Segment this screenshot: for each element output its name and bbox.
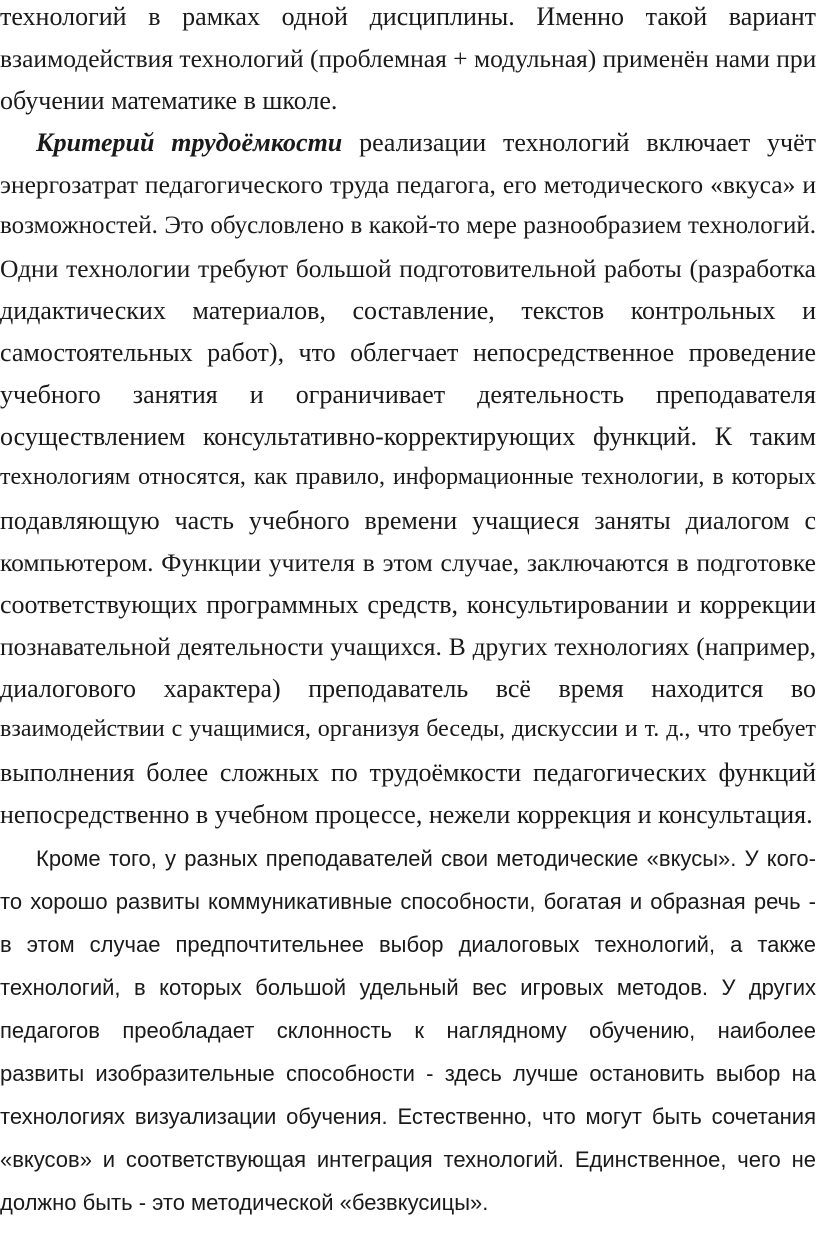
text-line: развиты изобразительные способности - здесь лучше остановить выбор на <box>0 1061 816 1086</box>
text-line: возможностей. Это обусловлено в какой-то мере разнообразием технологий. <box>0 212 816 239</box>
text-line: технологиям относятся, как правило, информационные технологии, в которых <box>0 464 816 490</box>
text-line: подавляющую часть учебного времени учащиеся заняты диалогом с <box>0 506 816 535</box>
text-line: технологий в рамках одной дисциплины. Именно такой вариант <box>0 2 816 31</box>
text-line: должно быть - это методической «безвкусицы». <box>0 1190 489 1215</box>
text-line: энергозатрат педагогического труда педагога, его методического «вкуса» и <box>0 170 816 199</box>
text-line: в этом случае предпочтительнее выбор диалоговых технологий, а также <box>0 932 816 957</box>
criterion-term: Критерий трудоёмкости <box>36 128 343 157</box>
text-line: технологий, в которых большой удельный вес игровых методов. У других <box>0 975 816 1000</box>
text-line: самостоятельных работ), что облегчает непосредственное проведение <box>0 338 816 367</box>
text-line: «вкусов» и соответствующая интеграция технологий. Единственное, чего не <box>0 1147 816 1172</box>
text-line: Одни технологии требуют большой подготовительной работы (разработка <box>0 254 816 283</box>
text-line: взаимодействия технологий (проблемная + модульная) применён нами при <box>0 44 816 73</box>
text-line <box>0 128 816 158</box>
text-line: диалогового характера) преподаватель всё время находится во <box>0 674 816 703</box>
text-line: выполнения более сложных по трудоёмкости педагогических функций <box>0 758 816 787</box>
text-line: осуществлением консультативно-корректирующих функций. К таким <box>0 422 816 451</box>
text-line: учебного занятия и ограничивает деятельность преподавателя <box>0 380 816 409</box>
text-line: непосредственно в учебном процессе, нежели коррекция и консультация. <box>0 800 813 829</box>
criterion-line-rest: реализации технологий включает учёт <box>359 128 816 157</box>
text-line: познавательной деятельности учащихся. В других технологиях (например, <box>0 632 816 661</box>
text-line: дидактических материалов, составление, текстов контрольных и <box>0 296 816 325</box>
text-line: взаимодействии с учащимися, организуя беседы, дискуссии и т. д., что требует <box>0 716 816 742</box>
text-line: технологиях визуализации обучения. Естественно, что могут быть сочетания <box>0 1104 816 1129</box>
text-line: Кроме того, у разных преподавателей свои методические «вкусы». У кого- <box>36 846 816 871</box>
text-line: соответствующих программных средств, консультировании и коррекции <box>0 590 816 619</box>
text-line: педагогов преобладает склонность к наглядному обучению, наиболее <box>0 1018 816 1043</box>
text-line: то хорошо развиты коммуникативные способности, богатая и образная речь - <box>0 889 816 914</box>
text-line: обучении математике в школе. <box>0 86 338 115</box>
text-line: компьютером. Функции учителя в этом случае, заключаются в подготовке <box>0 548 816 577</box>
